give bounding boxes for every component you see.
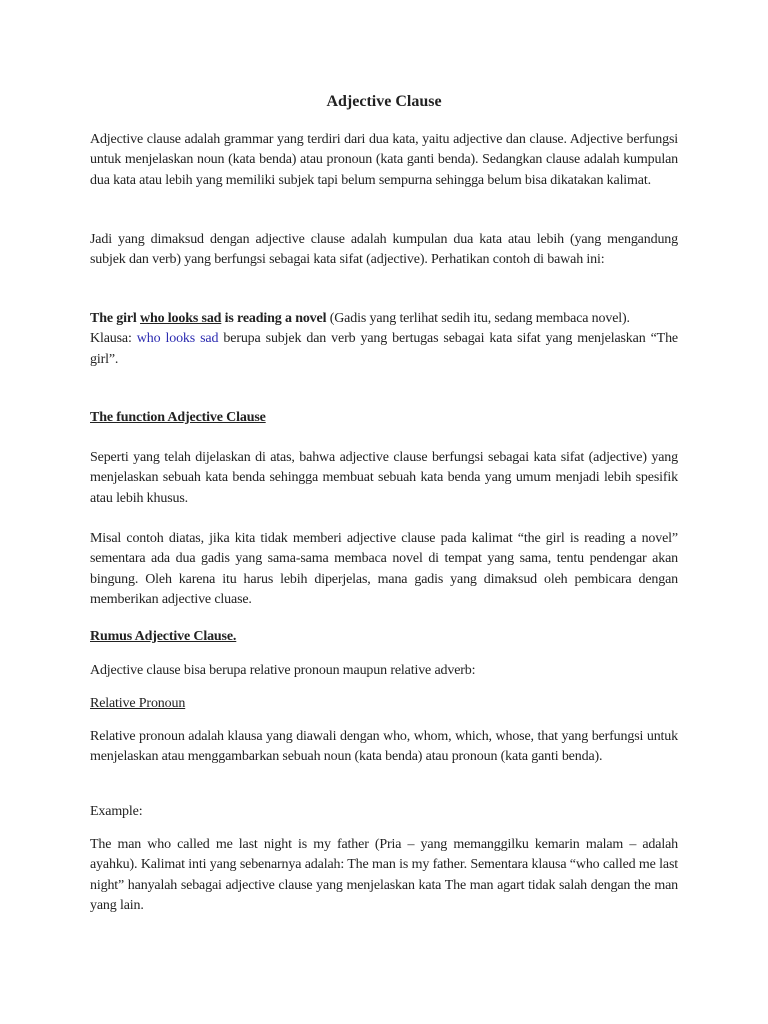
klausa-label: Klausa: — [90, 331, 132, 347]
definition-paragraph: Jadi yang dimaksud dengan adjective clause adalah kumpulan dua kata atau lebih (yang mengandung subjek dan verb) yang berfungsi sebagai kata sifat (adjective). Perhatikan contoh di bawah ini: — [90, 232, 678, 268]
example-explanation-paragraph: The man who called me last night is my father (Pria – yang memanggilku kemarin malam – adalah ayahku). Kalimat inti yang sebenarnya adalah: The man is my father. Sementara klausa “who called me last night” hanyalah sebagai adjective clause yang menjelaskan kata The man agart tidak salah dengan the man yang lain. — [90, 837, 678, 914]
klausa-highlight: who looks sad — [136, 331, 219, 347]
example-clause: who looks sad — [140, 311, 222, 326]
example-label: Example: — [90, 804, 143, 819]
function-paragraph: Seperti yang telah dijelaskan di atas, bahwa adjective clause berfungsi sebagai kata sifat (adjective) yang menjelaskan sebuah kata benda sehingga membuat sebuah kata benda yang umum menjadi lebih spesifik atau lebih khusus. — [90, 450, 678, 506]
example-predicate: is reading a novel — [224, 311, 327, 326]
document-title: Adjective Clause — [326, 93, 442, 110]
klausa-explanation: berupa subjek dan verb yang bertugas sebagai kata sifat yang menjelaskan “The girl”. — [90, 331, 678, 367]
heading-relative-pronoun: Relative Pronoun — [90, 696, 186, 711]
heading-function: The function Adjective Clause — [90, 410, 266, 425]
example-paragraph — [90, 309, 678, 370]
misal-paragraph: Misal contoh diatas, jika kita tidak memberi adjective clause pada kalimat “the girl is reading a novel” sementara ada dua gadis yang sama-sama membaca novel di tempat yang sama, tentu pendengar akan bingung. Oleh karena itu harus lebih diperjelas, mana gadis yang dimaksud oleh pembicara dengan memberikan adjective cluase. — [90, 531, 678, 608]
example-subject: The girl — [90, 311, 137, 326]
intro-paragraph: Adjective clause adalah grammar yang terdiri dari dua kata, yaitu adjective dan clause. Adjective berfungsi untuk menjelaskan noun (kata benda) atau pronoun (kata ganti benda). Sedangkan clause adalah kumpulan dua kata atau lebih yang memiliki subjek tapi belum sempurna sehingga belum bisa dikatakan kalimat. — [90, 132, 678, 188]
heading-rumus: Rumus Adjective Clause. — [90, 629, 237, 644]
relative-pronoun-paragraph: Relative pronoun adalah klausa yang diawali dengan who, whom, which, whose, that yang berfungsi untuk menjelaskan atau menggambarkan sebuah noun (kata benda) atau pronoun (kata ganti benda). — [90, 729, 678, 765]
example-translation: (Gadis yang terlihat sedih itu, sedang membaca novel). — [329, 311, 630, 326]
rumus-paragraph: Adjective clause bisa berupa relative pronoun maupun relative adverb: — [90, 663, 476, 678]
